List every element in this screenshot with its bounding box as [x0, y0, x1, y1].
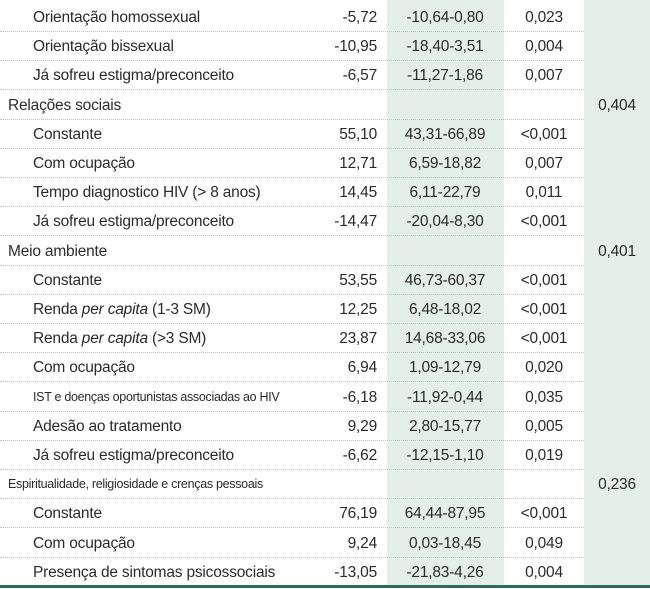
table-row — [0, 3, 650, 32]
table-row — [0, 207, 650, 236]
table-row — [0, 324, 650, 353]
p-value-cell — [504, 91, 584, 120]
p-value-cell: 0,007 — [525, 67, 563, 85]
table-row — [0, 266, 650, 295]
confidence-interval-cell: -12,15-1,10 — [406, 447, 484, 464]
variable-label: Já sofreu estigma/preconceito — [33, 447, 234, 464]
confidence-interval-cell: 64,44-87,95 — [404, 505, 486, 523]
table-row — [0, 120, 650, 149]
coefficient-cell — [318, 91, 377, 120]
variable-label: Constante — [33, 505, 102, 523]
coefficient-cell: 12,25 — [339, 301, 377, 318]
p-value-cell: 0,004 — [525, 563, 563, 581]
label-text: (1-3 SM) — [147, 301, 211, 318]
group-header-row — [0, 237, 650, 266]
r-squared-cell — [584, 178, 650, 207]
r-squared-cell — [584, 499, 650, 528]
confidence-interval-cell: 6,59-18,82 — [408, 155, 482, 172]
p-value-cell: <0,001 — [520, 271, 568, 289]
coefficient-cell — [318, 470, 377, 499]
variable-label: Constante — [33, 271, 102, 289]
confidence-interval-cell: -20,04-8,30 — [406, 213, 484, 231]
coefficient-cell: -5,72 — [342, 9, 377, 26]
r-squared-cell: 0,401 — [598, 242, 636, 260]
label-text: (>3 SM) — [147, 330, 207, 348]
p-value-cell: 0,011 — [525, 184, 563, 202]
table-row — [0, 558, 650, 587]
confidence-interval-cell: -21,83-4,26 — [406, 563, 484, 581]
variable-label: Adesão ao tratamento — [33, 417, 182, 435]
p-value-cell: <0,001 — [520, 125, 568, 143]
label-text: Renda — [33, 330, 82, 348]
p-value-cell — [504, 237, 584, 266]
r-squared-cell: 0,236 — [598, 476, 636, 494]
r-squared-cell — [584, 529, 650, 558]
table-row — [0, 149, 650, 178]
r-squared-cell — [584, 558, 650, 587]
p-value-cell: 0,007 — [525, 155, 563, 172]
variable-label: Já sofreu estigma/preconceito — [33, 213, 234, 231]
group-label: Espiritualidade, religiosidade e crenças pessoais — [8, 477, 263, 492]
r-squared-cell — [584, 207, 650, 236]
r-squared-cell — [584, 266, 650, 295]
p-value-cell: <0,001 — [520, 505, 568, 523]
coefficient-cell: 14,45 — [339, 184, 377, 202]
group-label: Meio ambiente — [8, 242, 108, 260]
r-squared-cell — [584, 61, 650, 90]
r-squared-cell — [584, 441, 650, 470]
confidence-interval-cell: 0,03-18,45 — [408, 534, 482, 552]
r-squared-cell: 0,404 — [598, 96, 636, 114]
p-value-cell: <0,001 — [520, 301, 568, 318]
table-row — [0, 499, 650, 528]
variable-label: Presença de sintomas psicossociais — [33, 563, 276, 581]
coefficient-cell: 55,10 — [339, 125, 377, 143]
table-row — [0, 529, 650, 558]
coefficient-cell: -14,47 — [334, 213, 377, 231]
confidence-interval-cell: 1,09-12,79 — [408, 359, 482, 377]
p-value-cell: 0,049 — [525, 534, 563, 552]
variable-label: Tempo diagnostico HIV (> 8 anos) — [33, 184, 261, 202]
confidence-interval-cell: -10,64-0,80 — [406, 9, 484, 26]
r-squared-cell — [584, 353, 650, 382]
table-row — [0, 295, 650, 324]
confidence-interval-cell — [395, 91, 495, 120]
table-row — [0, 441, 650, 470]
table-row — [0, 383, 650, 412]
table-row — [0, 353, 650, 382]
p-value-cell: 0,023 — [525, 9, 563, 26]
coefficient-cell: 9,29 — [347, 417, 377, 435]
variable-label — [33, 295, 211, 324]
group-header-row — [0, 470, 650, 499]
variable-label: Orientação homossexual — [33, 9, 201, 26]
label-text: Renda — [33, 301, 82, 318]
variable-label: Orientação bissexual — [33, 38, 174, 56]
confidence-interval-cell — [395, 237, 495, 266]
confidence-interval-cell: 43,31-66,89 — [404, 125, 486, 143]
label-italic-text: per capita — [81, 301, 148, 318]
confidence-interval-cell: -11,27-1,86 — [407, 67, 483, 85]
r-squared-cell — [584, 295, 650, 324]
label-italic-text: per capita — [81, 330, 148, 348]
p-value-cell — [504, 470, 584, 499]
table-row — [0, 32, 650, 61]
p-value-cell: 0,005 — [525, 417, 563, 435]
r-squared-cell — [584, 383, 650, 412]
variable-label: Com ocupação — [33, 359, 135, 377]
r-squared-cell — [584, 3, 650, 32]
p-value-cell: <0,001 — [520, 213, 568, 231]
confidence-interval-cell: -18,40-3,51 — [406, 38, 484, 56]
confidence-interval-cell — [395, 470, 495, 499]
r-squared-cell — [584, 32, 650, 61]
p-value-cell: 0,004 — [525, 38, 563, 56]
p-value-cell: 0,035 — [525, 388, 563, 406]
p-value-cell: 0,019 — [525, 447, 563, 464]
variable-label: Com ocupação — [33, 534, 135, 552]
coefficient-cell: 53,55 — [339, 271, 377, 289]
variable-label: IST e doenças oportunistas associadas ao HIV — [33, 389, 280, 404]
group-header-row — [0, 91, 650, 120]
variable-label — [33, 324, 206, 353]
r-squared-cell — [584, 324, 650, 353]
p-value-cell: <0,001 — [520, 330, 568, 348]
coefficient-cell: -6,57 — [342, 67, 377, 85]
group-label: Relações sociais — [8, 96, 122, 114]
r-squared-cell — [584, 120, 650, 149]
coefficient-cell: 9,24 — [347, 534, 377, 552]
confidence-interval-cell: 14,68-33,06 — [404, 330, 486, 348]
coefficient-cell: 76,19 — [339, 505, 377, 523]
p-value-cell: 0,020 — [525, 359, 563, 377]
coefficient-cell: -6,62 — [342, 447, 377, 464]
confidence-interval-cell: 6,48-18,02 — [408, 301, 482, 318]
table-row — [0, 178, 650, 207]
confidence-interval-cell: 2,80-15,77 — [408, 417, 482, 435]
coefficient-cell: -13,05 — [334, 563, 377, 581]
variable-label: Com ocupação — [33, 155, 135, 172]
confidence-interval-cell: -11,92-0,44 — [407, 388, 483, 406]
r-squared-cell — [584, 149, 650, 178]
coefficient-cell: 6,94 — [347, 359, 377, 377]
coefficient-cell: 12,71 — [339, 155, 377, 172]
coefficient-cell — [318, 237, 377, 266]
confidence-interval-cell: 46,73-60,37 — [404, 271, 486, 289]
table-row — [0, 61, 650, 90]
table-bottom-rule — [0, 585, 650, 588]
confidence-interval-cell: 6,11-22,79 — [409, 184, 481, 202]
coefficient-cell: -6,18 — [342, 388, 377, 406]
coefficient-cell: 23,87 — [339, 330, 377, 348]
table-row — [0, 412, 650, 441]
variable-label: Já sofreu estigma/preconceito — [33, 67, 234, 85]
coefficient-cell: -10,95 — [334, 38, 377, 56]
r-squared-cell — [584, 412, 650, 441]
variable-label: Constante — [33, 125, 102, 143]
